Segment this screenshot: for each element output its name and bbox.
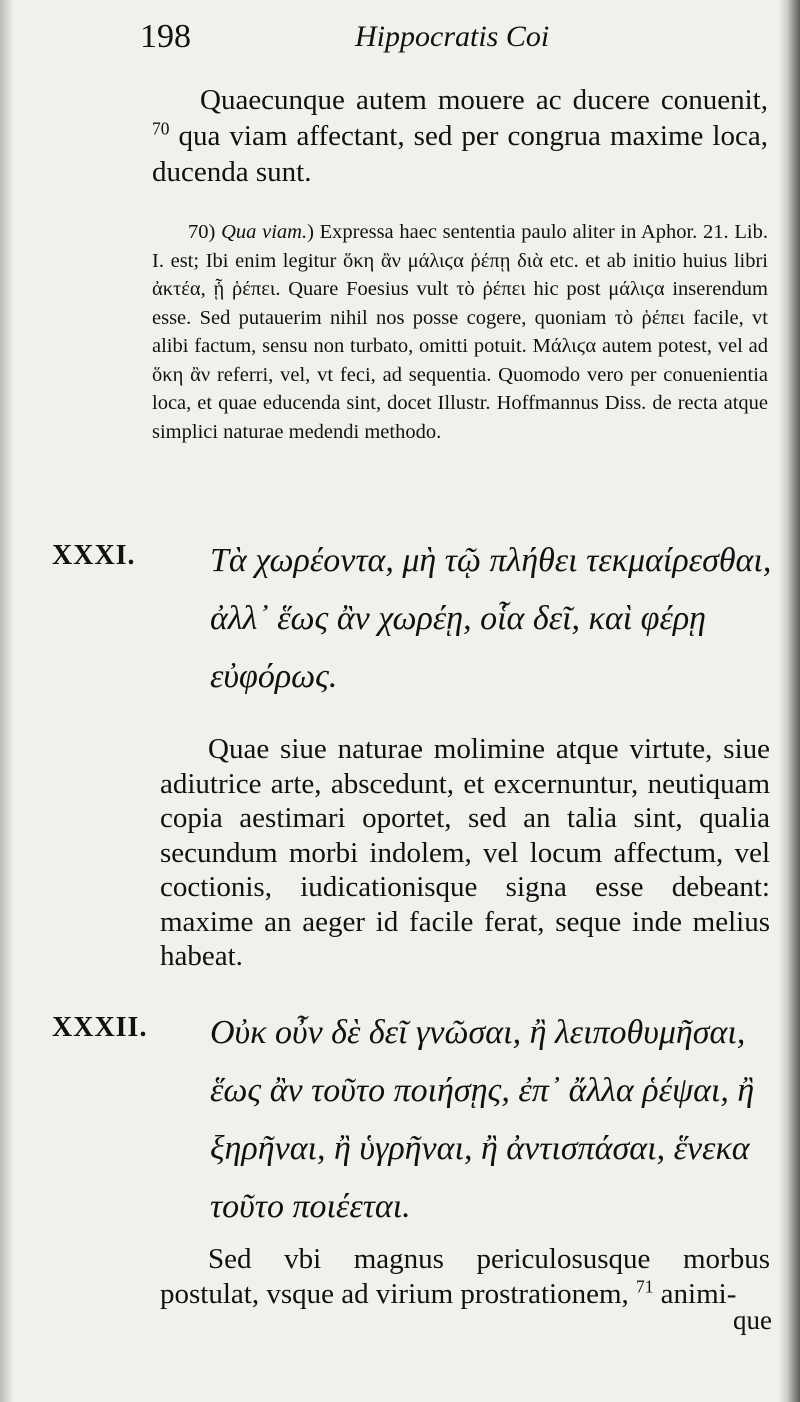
page-shadow-left [0, 0, 14, 1402]
running-head: Hippocratis Coi [355, 20, 550, 53]
aphorism-32-translation-text: Sed vbi magnus periculosusque morbus postulat, vsque ad virium prostrationem, [160, 1243, 770, 1310]
aphorism-31-translation [160, 732, 770, 974]
aphorism-number-31: XXXI. [52, 540, 136, 571]
block1-text: Quaecunque autem mouere ac ducere conuenit, [200, 84, 768, 116]
block1-text2: qua viam affectant, sed per congrua maxime loca, ducenda sunt. [152, 120, 768, 188]
footnote-70 [152, 218, 768, 446]
aphorism-number-32: XXXII. [52, 1012, 148, 1043]
aphorism-31-translation-text: Quae siue naturae molimine atque virtute, siue adiutrice arte, abscedunt, et excernuntur, neutiquam copia aestimari oportet, sed an talia sint, qualia secundum morbi indolem, vel locum affectum, vel coctionis, iudicationisque signa esse debeant: maxime an aeger id facile ferat, seque inde melius habeat. [160, 733, 770, 972]
aphorism-32-translation-end: animi- [653, 1277, 737, 1310]
catchword: que [733, 1305, 772, 1335]
aphorism-31-greek: Τὰ χωρέοντα, μὴ τῷ πλήθει τεκμαίρεσθαι, ἀλλ᾽ ἕως ἂν χωρέῃ, οἷα δεῖ, καὶ φέρῃ εὐφόρως. [210, 542, 772, 695]
footnote-lemma: Qua viam. [221, 221, 308, 243]
footnote-label: 70) [188, 221, 216, 243]
aphorism-32-translation [160, 1242, 770, 1311]
page-number: 198 [140, 18, 191, 55]
page-header [140, 18, 570, 58]
footnote-text: ) Expressa haec sententia paulo aliter in Aphor. 21. Lib. I. est; Ibi enim legitur ὅκη ἂν μάλιϛα ῥέπῃ διὰ etc. et ab initio huius libri ἀκτέα, ᾗ ῥέπει. Quare Foesius vult τὸ ῥέπει hic post μάλιϛα inserendum esse. Sed putauerim nihil nos posse cogere, quoniam τὸ ῥέπει facile, vt alibi factum, sensu non turbato, omitti potuit. Μάλιϛα autem potest, vel ad ὅκη ἂν referri, vel, vt feci, ad sequentia. Quomodo vero per conuenientia loca, et quae educenda sint, docet Illustr. Hoffmannus Diss. de recta atque simplici naturae medendi methodo. [152, 221, 768, 443]
footnote-ref-70[interactable]: 70 [152, 118, 170, 139]
page-shadow-right [778, 0, 800, 1402]
paragraph-block1 [152, 82, 768, 190]
aphorism-32-greek: Οὐκ οὖν δὲ δεῖ γνῶσαι, ἢ λειποθυμῆσαι, ἕως ἂν τοῦτο ποιήσῃς, ἐπ᾽ ἄλλα ῥέψαι, ἢ ξηρῆναι, ἢ ὑγρῆναι, ἢ ἀντισπάσαι, ἕνεκα τοῦτο ποιέεται. [210, 1014, 755, 1225]
footnote-ref-71[interactable]: 71 [636, 1275, 654, 1296]
